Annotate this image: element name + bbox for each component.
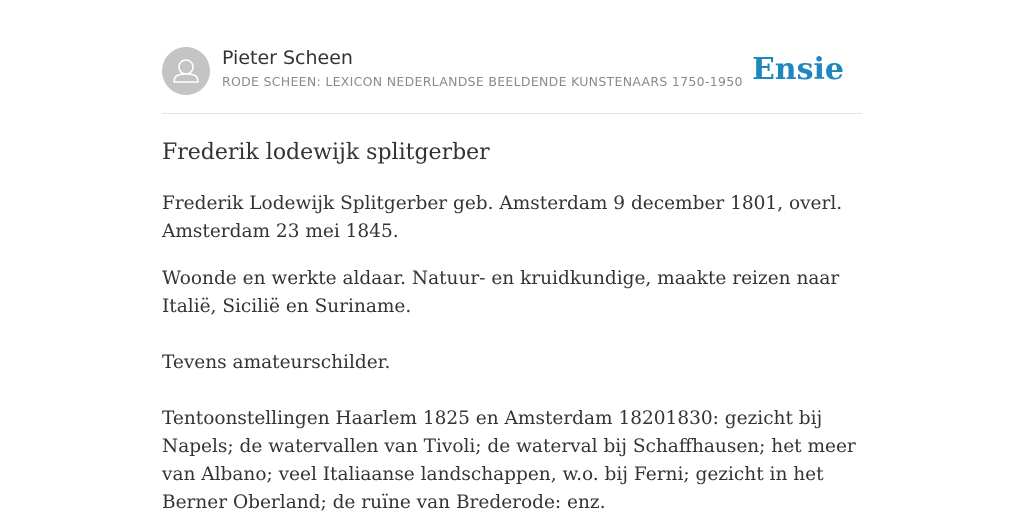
header-divider — [162, 113, 862, 114]
source-label[interactable]: RODE SCHEEN: LEXICON NEDERLANDSE BEELDENDE KUNSTENAARS 1750-1950 — [222, 74, 743, 89]
paragraph: Tentoonstellingen Haarlem 1825 en Amsterdam 18201830: gezicht bij Napels; de watervallen van Tivoli; de waterval bij Schaffhausen; het meer van Albano; veel Italiaanse landschappen, w.o. bij Ferni; gezicht in het Berner Oberland; de ruïne van Brederode: enz. — [162, 408, 856, 512]
article-title: Frederik lodewijk splitgerber — [162, 140, 490, 165]
paragraph: Woonde en werkte aldaar. Natuur- en kruidkundige, maakte reizen naar Italië, Sicilië en Suriname. — [162, 268, 840, 317]
author-name[interactable]: Pieter Scheen — [222, 47, 353, 69]
ensie-logo[interactable]: Ensie — [751, 52, 844, 87]
user-avatar-icon[interactable] — [162, 47, 210, 95]
article-body — [162, 190, 862, 512]
paragraph: Frederik Lodewijk Splitgerber geb. Amsterdam 9 december 1801, overl. Amsterdam 23 mei 1845. — [162, 193, 843, 242]
article-header — [162, 46, 862, 96]
paragraph: Tevens amateurschilder. — [162, 352, 391, 373]
